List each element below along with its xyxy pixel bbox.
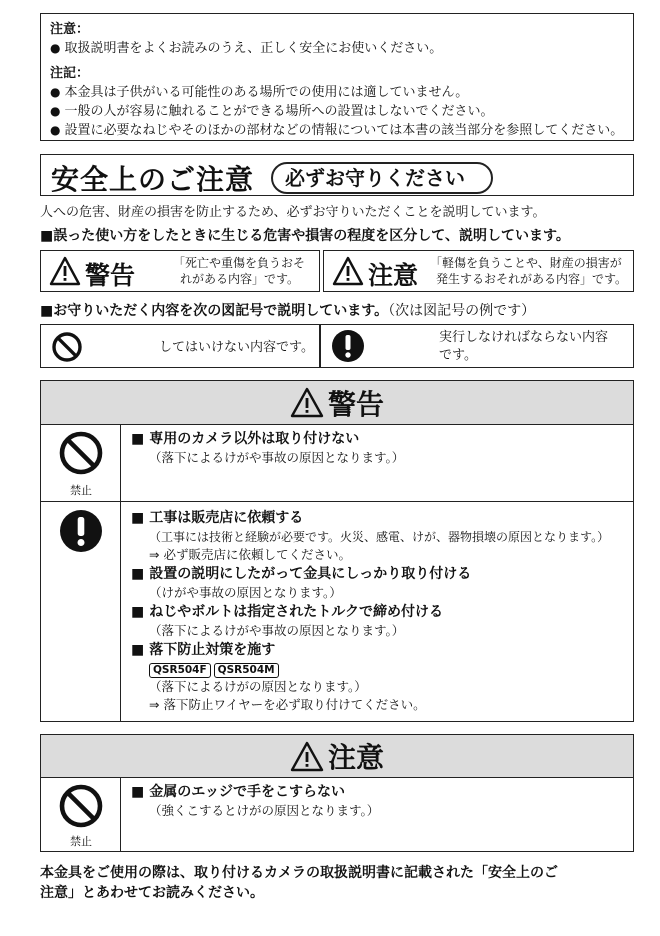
divider bbox=[319, 325, 321, 367]
warning-desc-1: 「死亡や重傷を負うおそ bbox=[173, 256, 306, 270]
warning-header-word: 警告 bbox=[327, 387, 384, 421]
mandatory-action-icon bbox=[331, 329, 365, 363]
remark-label: 注記： bbox=[50, 66, 90, 81]
caution-level-box bbox=[323, 250, 634, 292]
subtitle-pill: 必ずお守りください bbox=[271, 162, 493, 194]
caution-desc-2: 発生するおそれがある内容」です。 bbox=[436, 272, 628, 286]
caution-item: ● 取扱説明書をよくお読みのうえ、正しく安全にお使いください。 bbox=[50, 39, 624, 58]
warning-item-detail: （けがや事故の原因となります。） bbox=[149, 585, 342, 600]
remark-item-2: ● 一般の人が容易に触れることができる場所への設置はしないでください。 bbox=[50, 102, 624, 121]
symbols-heading: ■お守りいただく内容を次の図記号で説明しています。（次は図記号の例です） bbox=[40, 303, 536, 319]
symbol-examples-row bbox=[40, 324, 634, 368]
levels-heading: ■誤った使い方をしたときに生じる危害や損害の程度を区分して、説明しています。 bbox=[40, 228, 570, 244]
warning-item-title: ■ ねじやボルトは指定されたトルクで締め付ける bbox=[131, 602, 625, 622]
warning-item-detail: （工事には技術と経験が必要です。火災、感電、けが、器物損壊の原因となります。） bbox=[149, 530, 610, 544]
warning-item-instruction: ⇒ 必ず販売店に依頼してください。 bbox=[149, 547, 351, 562]
warning-desc-2: れがある内容」です。 bbox=[180, 272, 300, 286]
icon-cell bbox=[41, 778, 121, 851]
prohibit-label: 禁止 bbox=[70, 835, 92, 848]
caution-item-detail: （強くこするとけがの原因となります。） bbox=[149, 803, 380, 818]
intro-text: 人への危害、財産の損害を防止するため、必ずお守りいただくことを説明しています。 bbox=[40, 205, 546, 220]
mandatory-action-icon bbox=[59, 509, 103, 553]
warning-word: 警告 bbox=[85, 261, 136, 290]
prohibit-desc: してはいけない内容です。 bbox=[159, 340, 314, 355]
footer-line-1: 本金具をご使用の際は、取り付けるカメラの取扱説明書に記載された「安全上のご bbox=[40, 865, 558, 881]
warning-item-detail: （落下によるけがや事故の原因となります。） bbox=[149, 623, 405, 638]
caution-header-word: 注意 bbox=[327, 741, 384, 774]
caution-section-header bbox=[40, 734, 634, 778]
warning-item-title: ■ 工事は販売店に依頼する bbox=[131, 508, 625, 528]
prohibit-label: 禁止 bbox=[70, 484, 92, 497]
must-desc-1: 実行しなければならない内容 bbox=[439, 330, 609, 345]
notes-box bbox=[40, 13, 634, 141]
page-title: 安全上のご注意 bbox=[51, 163, 255, 196]
caution-label: 注意： bbox=[50, 22, 90, 37]
caution-triangle-icon bbox=[290, 741, 324, 772]
must-desc-2: です。 bbox=[439, 348, 477, 363]
warning-triangle-icon bbox=[290, 387, 324, 418]
warning-item-title: ■ 設置の説明にしたがって金具にしっかり取り付ける bbox=[131, 564, 625, 584]
icon-cell bbox=[41, 425, 121, 501]
caution-item-title: ■ 金属のエッジで手をこすらない bbox=[131, 782, 625, 802]
model-tag: QSR504F bbox=[149, 663, 211, 678]
remark-item-1: ● 本金具は子供がいる可能性のある場所での使用には適していません。 bbox=[50, 83, 624, 102]
warning-item-detail: （落下によるけがの原因となります。） bbox=[149, 679, 367, 694]
remark-item-3: ● 設置に必要なねじやそのほかの部材などの情報については本書の該当部分を参照してください。 bbox=[50, 121, 624, 140]
icon-cell bbox=[41, 502, 121, 721]
prohibition-icon bbox=[58, 783, 104, 829]
caution-word: 注意 bbox=[368, 261, 419, 290]
prohibition-icon bbox=[51, 331, 83, 363]
model-tag: QSR504M bbox=[214, 663, 279, 678]
warning-section-header bbox=[40, 380, 634, 425]
caution-triangle-icon bbox=[332, 256, 364, 286]
warning-item-detail: （落下によるけがや事故の原因となります。） bbox=[149, 450, 405, 465]
caution-row-prohibit bbox=[40, 778, 634, 852]
warning-item-title: ■ 専用のカメラ以外は取り付けない bbox=[131, 429, 625, 449]
warning-triangle-icon bbox=[49, 256, 81, 286]
safety-title-box bbox=[40, 154, 634, 196]
model-tags bbox=[131, 660, 625, 678]
warning-row-mandatory bbox=[40, 502, 634, 722]
footer-line-2: 注意」とあわせてお読みください。 bbox=[40, 885, 264, 901]
caution-desc-1: 「軽傷を負うことや、財産の損害が bbox=[430, 256, 622, 270]
prohibition-icon bbox=[58, 430, 104, 476]
warning-item-title: ■ 落下防止対策を施す bbox=[131, 640, 625, 660]
warning-item-instruction: ⇒ 落下防止ワイヤーを必ず取り付けてください。 bbox=[149, 697, 426, 712]
warning-row-prohibit bbox=[40, 425, 634, 502]
warning-level-box bbox=[40, 250, 320, 292]
